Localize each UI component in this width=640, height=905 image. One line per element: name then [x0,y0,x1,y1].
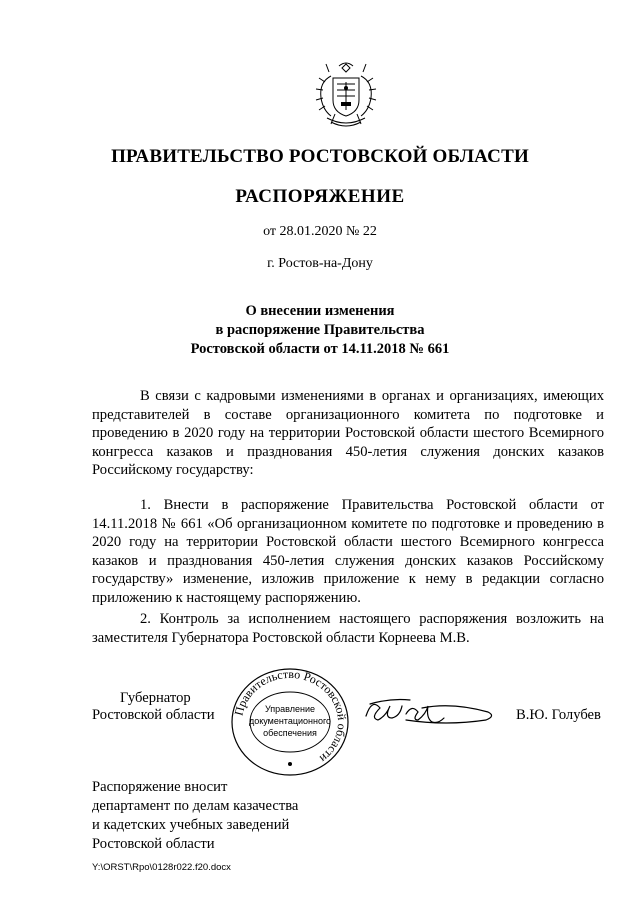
signer-name: В.Ю. Голубев [516,707,601,723]
submitter-line: и кадетских учебных заведений [92,817,290,833]
stamp-center-line: обеспечения [263,728,317,738]
subject-line: Ростовской области от 14.11.2018 № 661 [190,341,450,357]
stamp-ring-text: Правительство Ростовской области [231,666,350,766]
document-date-number: от 28.01.2020 № 22 [263,224,377,239]
submitter-line: Ростовской области [92,836,215,852]
item-2-paragraph: 2. Контроль за исполнением настоящего распоряжения возложить на заместителя Губернатора Ростовской области Корнеева М.В. [92,611,604,646]
stamp-center-line: Управление [264,704,316,714]
submitter-line: Распоряжение вносит [92,779,228,795]
signer-position-line1: Губернатор [120,690,191,706]
preamble-paragraph: В связи с кадровыми изменениями в органах и организациях, имеющих представителей в составе организационного комитета по подготовке и проведению в 2020 году на территории Ростовской области шестого Всемирного конгресса казаков и празднования 450-летия служения донских казаков Российскому государству: [92,388,604,478]
document-city: г. Ростов-на-Дону [267,256,373,271]
stamp-center-line: документационного [248,716,332,726]
document-subject [0,302,640,359]
document-type: РАСПОРЯЖЕНИЕ [235,186,405,207]
official-stamp-icon [228,664,352,776]
submitter-note [92,778,298,854]
subject-line: О внесении изменения [245,303,395,319]
handwritten-signature-icon [362,690,498,730]
file-path-footer: Y:\ORST\Rpo\0128r022.f20.docx [92,862,231,873]
coat-of-arms-icon [311,58,381,134]
subject-line: в распоряжение Правительства [215,322,425,338]
item-1-paragraph: 1. Внести в распоряжение Правительства Ростовской области от 14.11.2018 № 661 «Об организационном комитете по подготовке и проведению в 2020 году на территории Ростовской области шестого Всемирного конгресса казаков и празднования 450-летия служения донских казаков Российскому государству» изменение, изложив приложение к нему в редакции согласно приложению к настоящему распоряжению. [92,497,604,606]
submitter-line: департамент по делам казачества [92,798,299,814]
signer-position-line2: Ростовской области [92,707,215,723]
government-title: ПРАВИТЕЛЬСТВО РОСТОВСКОЙ ОБЛАСТИ [111,146,529,167]
